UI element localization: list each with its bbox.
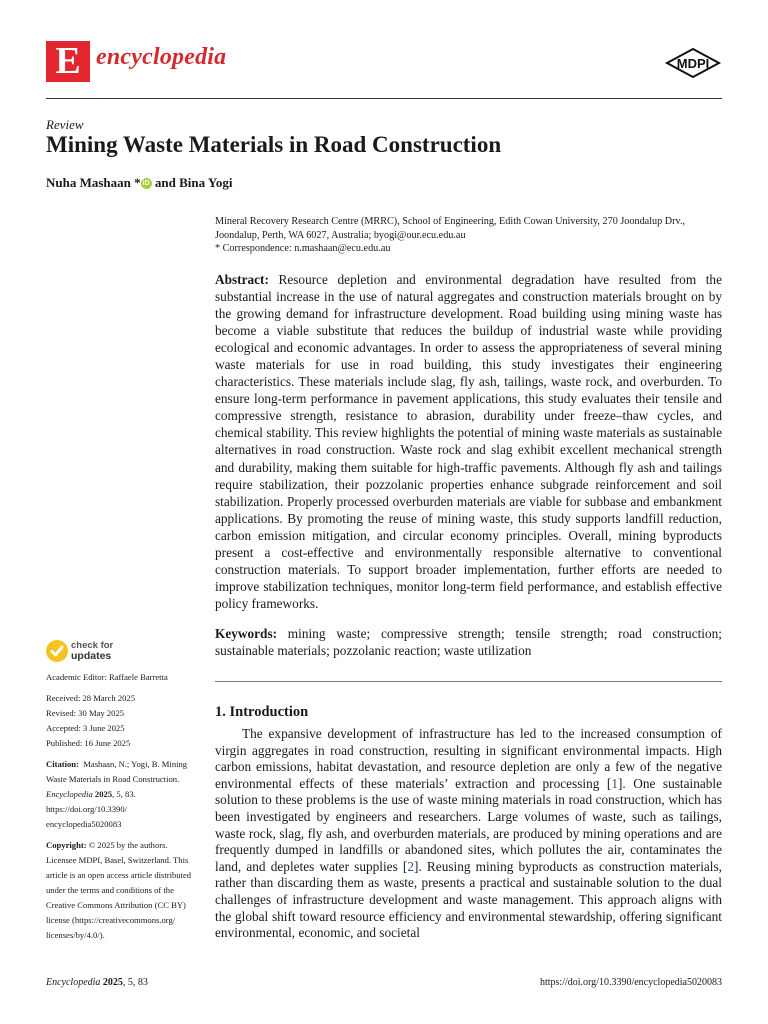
author-list: [46, 175, 232, 191]
citation-year: 2025: [92, 789, 113, 799]
journal-logo-icon: [46, 41, 90, 82]
logo-letter: E: [55, 40, 81, 82]
check-updates-label: check for: [71, 640, 114, 651]
author-name[interactable]: Nuha Mashaan *: [46, 175, 141, 190]
check-for-updates-button[interactable]: [46, 640, 166, 666]
correspondence: * Correspondence: n.mashaan@ecu.edu.au: [215, 243, 391, 255]
abstract: [215, 271, 722, 612]
citation-doi[interactable]: , 5, 83. https://doi.org/10.3390/ encyclopedia5020083: [46, 789, 136, 829]
section-heading: 1. Introduction: [215, 704, 309, 720]
article-title: Mining Waste Materials in Road Construction: [46, 132, 502, 157]
accepted-date: Accepted: 3 June 2025: [46, 723, 125, 733]
citation-label: Citation:: [46, 759, 79, 769]
mdpi-logo: [664, 48, 722, 78]
revised-date: Revised: 30 May 2025: [46, 708, 125, 718]
intro-paragraph: [215, 726, 722, 942]
reference-link[interactable]: 2: [407, 858, 415, 874]
paragraph-text: ]. Reusing mining byproducts as construction materials, rather than discarding them as waste, presents a practical and sustainable solution to the dual challenges of infrastructure development and waste management. This approach aligns with the global shift toward resource efficiency and environmental stewardship, offering significant environmental, economic, and societal: [215, 858, 722, 941]
section-divider: [215, 681, 722, 682]
keywords-label: Keywords:: [215, 626, 278, 641]
abstract-text: Resource depletion and environmental degradation have resulted from the substantial increase in the use of natural aggregates and construction materials brought on by the growing demand for infrastructure development. Road building using mining waste has become a viable substitute that reduces the buildup of industrial waste while providing ecological and economic advantages. In order to assess the appropriateness of several mining waste materials for use in road building, this study investigates their engineering characteristics. These materials include slag, fly ash, tailings, waste rock, and overburden. To ensure long-term performance in pavement applications, this study evaluates their tensile and compressive strength, resistance to abrasion, durability under freeze–thaw cycles, and chemical stability. This review highlights the potential of mining waste materials as sustainable alternatives in road construction. Waste rock and slag exhibit excellent mechanical strength and durability, making them suitable for high-traffic pavements. Although fly ash and tailings require stabilization, their pozzolanic properties enhance subgrade reinforcement and soil stabilization. Properly processed overburden materials are viable for subbase and embankment applications. By promoting the reuse of mining waste, this study supports landfill reduction, carbon emission mitigation, and circular economy principles. Overall, mining byproducts present a cost-effective and environmentally responsible alternative to conventional construction materials. To support broader implementation, further efforts are needed to improve stabilization techniques, monitor long-term field performance, and establish effective policy frameworks.: [215, 272, 722, 611]
published-date: Published: 16 June 2025: [46, 738, 131, 748]
header-divider: [46, 98, 722, 99]
copyright-text: © 2025 by the authors. Licensee MDPI, Basel, Switzerland. This article is an open access article distributed under the terms and conditions of the Creative Commons Attribution (CC BY) license (https://creativecommons.org/ licenses/by/4.0/).: [46, 840, 192, 940]
footer-journal: Encyclopedia: [46, 977, 101, 988]
affiliation-block: [215, 215, 725, 256]
keywords-text: mining waste; compressive strength; tensile strength; road construction; sustainable materials; pozzolanic reaction; waste utilization: [215, 626, 722, 659]
received-date: Received: 28 March 2025: [46, 693, 136, 703]
copyright: [46, 838, 196, 943]
article-type: Review: [46, 117, 84, 132]
article-info-sidebar: [46, 670, 196, 943]
check-updates-label: updates: [71, 650, 112, 662]
citation-text: Mashaan, N.; Yogi, B. Mining Waste Materials in Road Construction.: [46, 759, 188, 784]
publisher-name: MDPI: [676, 56, 710, 71]
citation: [46, 757, 196, 832]
paragraph-text: ]. One sustainable solution to these problems is the use of waste mining materials in road construction, which has been investigated by engineers and researchers. Large volumes of waste, such as tailings, waste rock, slag, fly ash, and overburden materials, are produced by mining operations and are frequently dumped in landfills or abandoned sites, which pollutes the air, contaminates the land, and depletes water supplies [: [215, 775, 722, 874]
journal-name: encyclopedia: [96, 44, 227, 70]
footer-citation: [46, 977, 148, 988]
footer-volume: , 5, 83: [122, 977, 148, 988]
abstract-label: Abstract:: [215, 272, 269, 287]
paragraph-text: The expansive development of infrastructure has led to the increased consumption of virgin aggregates in road construction, resulting in significant environmental impacts. High carbon emissions, habitat devastation, and resource depletion are only a few of the negative environmental effects of these materials’ extraction and processing [: [215, 726, 722, 791]
author-name[interactable]: and Bina Yogi: [151, 175, 233, 190]
affiliation: Mineral Recovery Research Centre (MRRC), School of Engineering, Edith Cowan University, 270 Joondalup Drv., Joondalup, Perth, WA 6027, Australia; byogi@our.ecu.edu.au: [215, 216, 686, 241]
reference-link[interactable]: 1: [611, 775, 618, 791]
orcid-icon[interactable]: iD: [142, 180, 150, 187]
checkmark-icon: [46, 640, 68, 662]
footer-doi[interactable]: https://doi.org/10.3390/encyclopedia5020083: [539, 977, 722, 988]
academic-editor: Academic Editor: Raffaele Barretta: [46, 672, 168, 682]
footer-year: 2025: [100, 977, 123, 988]
keywords: [215, 625, 722, 659]
citation-journal: Encyclopedia: [46, 789, 93, 799]
copyright-label: Copyright:: [46, 840, 87, 850]
